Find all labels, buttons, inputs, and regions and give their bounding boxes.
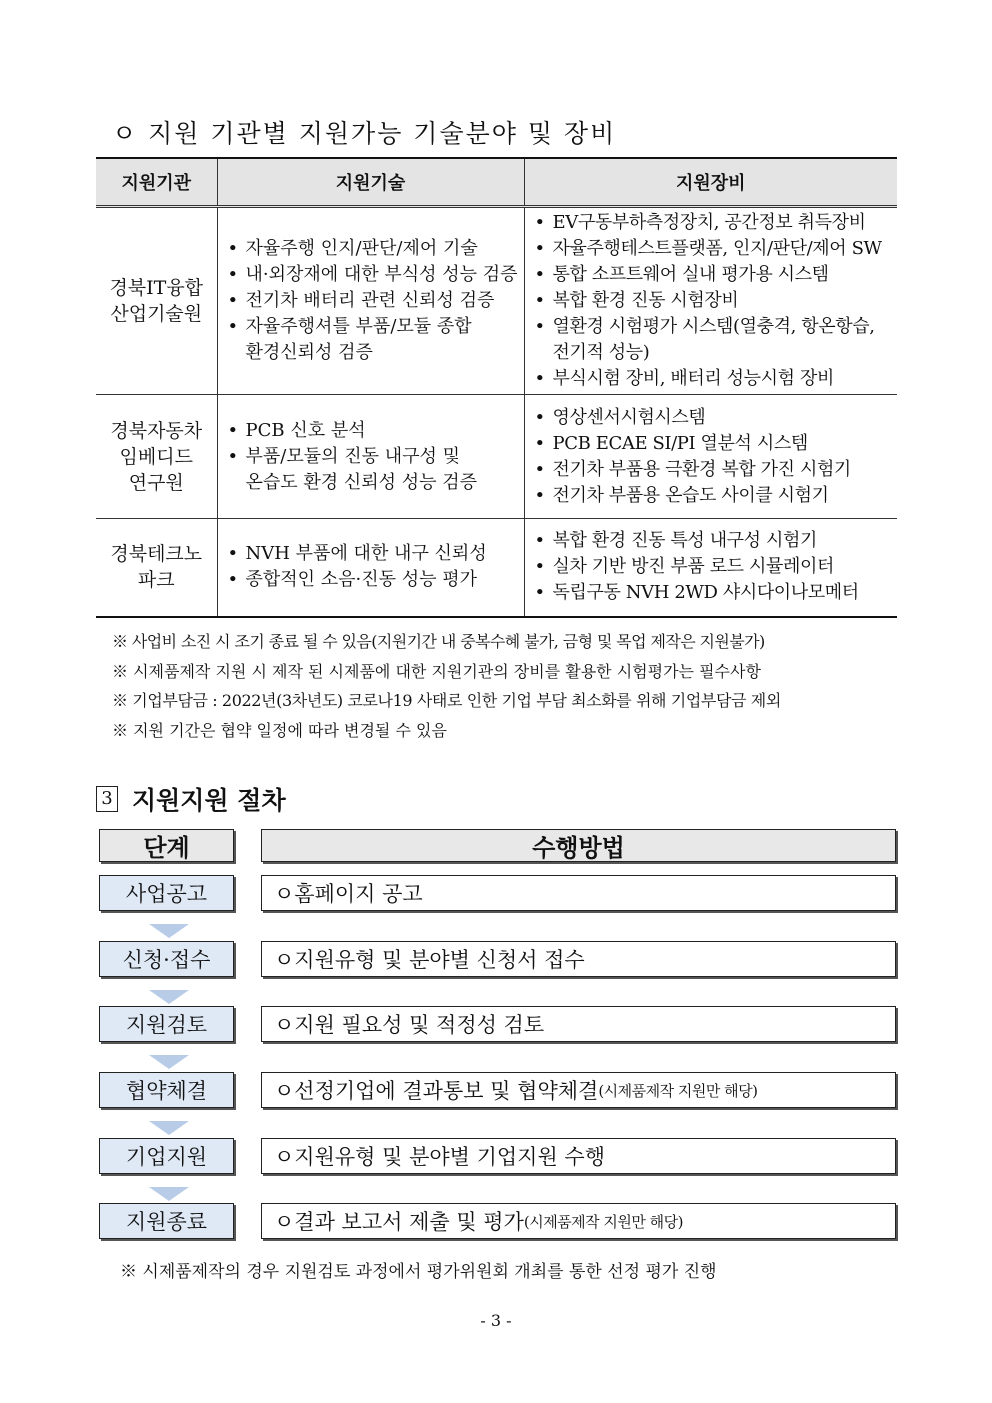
step-desc-text: ㅇ결과 보고서 제출 및 평가 <box>274 1210 524 1234</box>
step-box: 기업지원 <box>99 1138 234 1174</box>
list-item: • 내·외장재에 대한 부식성 성능 검증 <box>226 262 520 288</box>
step-note: (시제품제작 지원만 해당) <box>523 1212 684 1231</box>
list-item: • 실차 기반 방진 부품 로드 시뮬레이터 <box>533 554 894 580</box>
step-box: 지원종료 <box>99 1203 234 1239</box>
list-item: • 부식시험 장비, 배터리 성능시험 장비 <box>533 366 894 392</box>
step-desc-text: ㅇ지원유형 및 분야별 기업지원 수행 <box>274 1145 605 1169</box>
list-item: • 자율주행 인지/판단/제어 기술 <box>226 236 520 262</box>
header-tech: 지원기술 <box>217 158 524 207</box>
list-item: • 전기차 부품용 극환경 복합 가진 시험기 <box>533 457 894 483</box>
list-item: • 전기차 배터리 관련 신뢰성 검증 <box>226 288 520 314</box>
list-item: • 통합 소프트웨어 실내 평가용 시스템 <box>533 262 894 288</box>
list-item: • NVH 부품에 대한 내구 신뢰성 <box>226 541 520 567</box>
down-arrow-icon <box>149 1187 189 1201</box>
table-row <box>96 519 897 617</box>
step-desc-text: ㅇ지원유형 및 분야별 신청서 접수 <box>274 948 585 972</box>
step-desc <box>261 1006 896 1042</box>
down-arrow-icon <box>149 1121 189 1135</box>
step-column-header: 단계 <box>99 829 234 862</box>
step-desc <box>261 875 896 911</box>
list-item: • 부품/모듈의 진동 내구성 및 온습도 환경 신뢰성 성능 검증 <box>226 444 520 496</box>
org-cell <box>96 395 217 519</box>
support-table <box>96 157 897 618</box>
list-item: • 독립구동 NVH 2WD 샤시다이나모메터 <box>533 580 894 606</box>
section-heading-text: 지원지원 절차 <box>132 786 286 815</box>
section-number: 3 <box>96 786 118 812</box>
step-desc <box>261 1138 896 1174</box>
down-arrow-icon <box>149 1055 189 1069</box>
step-desc <box>261 941 896 977</box>
org-cell <box>96 207 217 395</box>
section-heading <box>96 782 286 816</box>
table-header-row <box>96 158 897 207</box>
footnote: ※ 시제품제작의 경우 지원검토 과정에서 평가위원회 개최를 통한 선정 평가 진행 <box>120 1262 717 1282</box>
down-arrow-icon <box>149 990 189 1004</box>
list-item: • 자율주행셔틀 부품/모듈 종합 환경신뢰성 검증 <box>226 314 520 366</box>
list-item: • PCB 신호 분석 <box>226 418 520 444</box>
equip-cell <box>524 207 897 395</box>
note-line: ※ 시제품제작 지원 시 제작 된 시제품에 대한 지원기관의 장비를 활용한 시험평가는 필수사항 <box>112 661 761 681</box>
org-name: 경북IT융합 산업기술원 <box>109 277 204 325</box>
table-row <box>96 395 897 519</box>
table-row <box>96 207 897 395</box>
method-column-header: 수행방법 <box>261 829 896 862</box>
org-name: 경북자동차 임베디드 연구원 <box>110 419 203 494</box>
list-item: • 복합 환경 진동 특성 내구성 시험기 <box>533 528 894 554</box>
down-arrow-icon <box>149 924 189 938</box>
list-item: • 열환경 시험평가 시스템(열충격, 항온항습, 전기적 성능) <box>533 314 894 366</box>
step-desc-text: ㅇ홈페이지 공고 <box>274 882 423 906</box>
step-box: 협약체결 <box>99 1072 234 1108</box>
org-cell <box>96 519 217 617</box>
list-item: • 자율주행테스트플랫폼, 인지/판단/제어 SW <box>533 236 894 262</box>
note-line: ※ 기업부담금 : 2022년(3차년도) 코로나19 사태로 인한 기업 부담 최소화를 위해 기업부담금 제외 <box>112 691 781 710</box>
list-item: • 전기차 부품용 온습도 사이클 시험기 <box>533 483 894 509</box>
step-box: 지원검토 <box>99 1006 234 1042</box>
step-desc <box>261 1203 896 1239</box>
step-note: (시제품제작 지원만 해당) <box>598 1081 758 1100</box>
section-title: ㅇ 지원 기관별 지원가능 기술분야 및 장비 <box>112 119 617 148</box>
header-org: 지원기관 <box>96 158 217 207</box>
list-item: • PCB ECAE SI/PI 열분석 시스템 <box>533 431 894 457</box>
equip-cell <box>524 395 897 519</box>
page-number: - 3 - <box>480 1311 512 1330</box>
header-equip: 지원장비 <box>524 158 897 207</box>
list-item: • 복합 환경 진동 시험장비 <box>533 288 894 314</box>
note-line: ※ 지원 기간은 협약 일정에 따라 변경될 수 있음 <box>112 720 447 740</box>
note-line: ※ 사업비 소진 시 조기 종료 될 수 있음(지원기간 내 중복수혜 불가, 금형 및 목업 제작은 지원불가) <box>112 632 765 651</box>
step-desc-text: ㅇ선정기업에 결과통보 및 협약체결 <box>274 1079 599 1103</box>
list-item: • EV구동부하측정장치, 공간정보 취득장비 <box>533 210 894 236</box>
tech-cell <box>217 207 524 395</box>
step-desc-text: ㅇ지원 필요성 및 적정성 검토 <box>274 1013 545 1037</box>
org-name: 경북테크노 파크 <box>110 543 203 592</box>
equip-cell <box>524 519 897 617</box>
step-box: 신청·접수 <box>99 941 234 977</box>
tech-cell <box>217 519 524 617</box>
list-item: • 영상센서시험시스템 <box>533 405 894 431</box>
list-item: • 종합적인 소음·진동 성능 평가 <box>226 567 520 593</box>
step-box: 사업공고 <box>99 875 234 911</box>
notes <box>112 627 781 745</box>
tech-cell <box>217 395 524 519</box>
step-desc <box>261 1072 896 1108</box>
